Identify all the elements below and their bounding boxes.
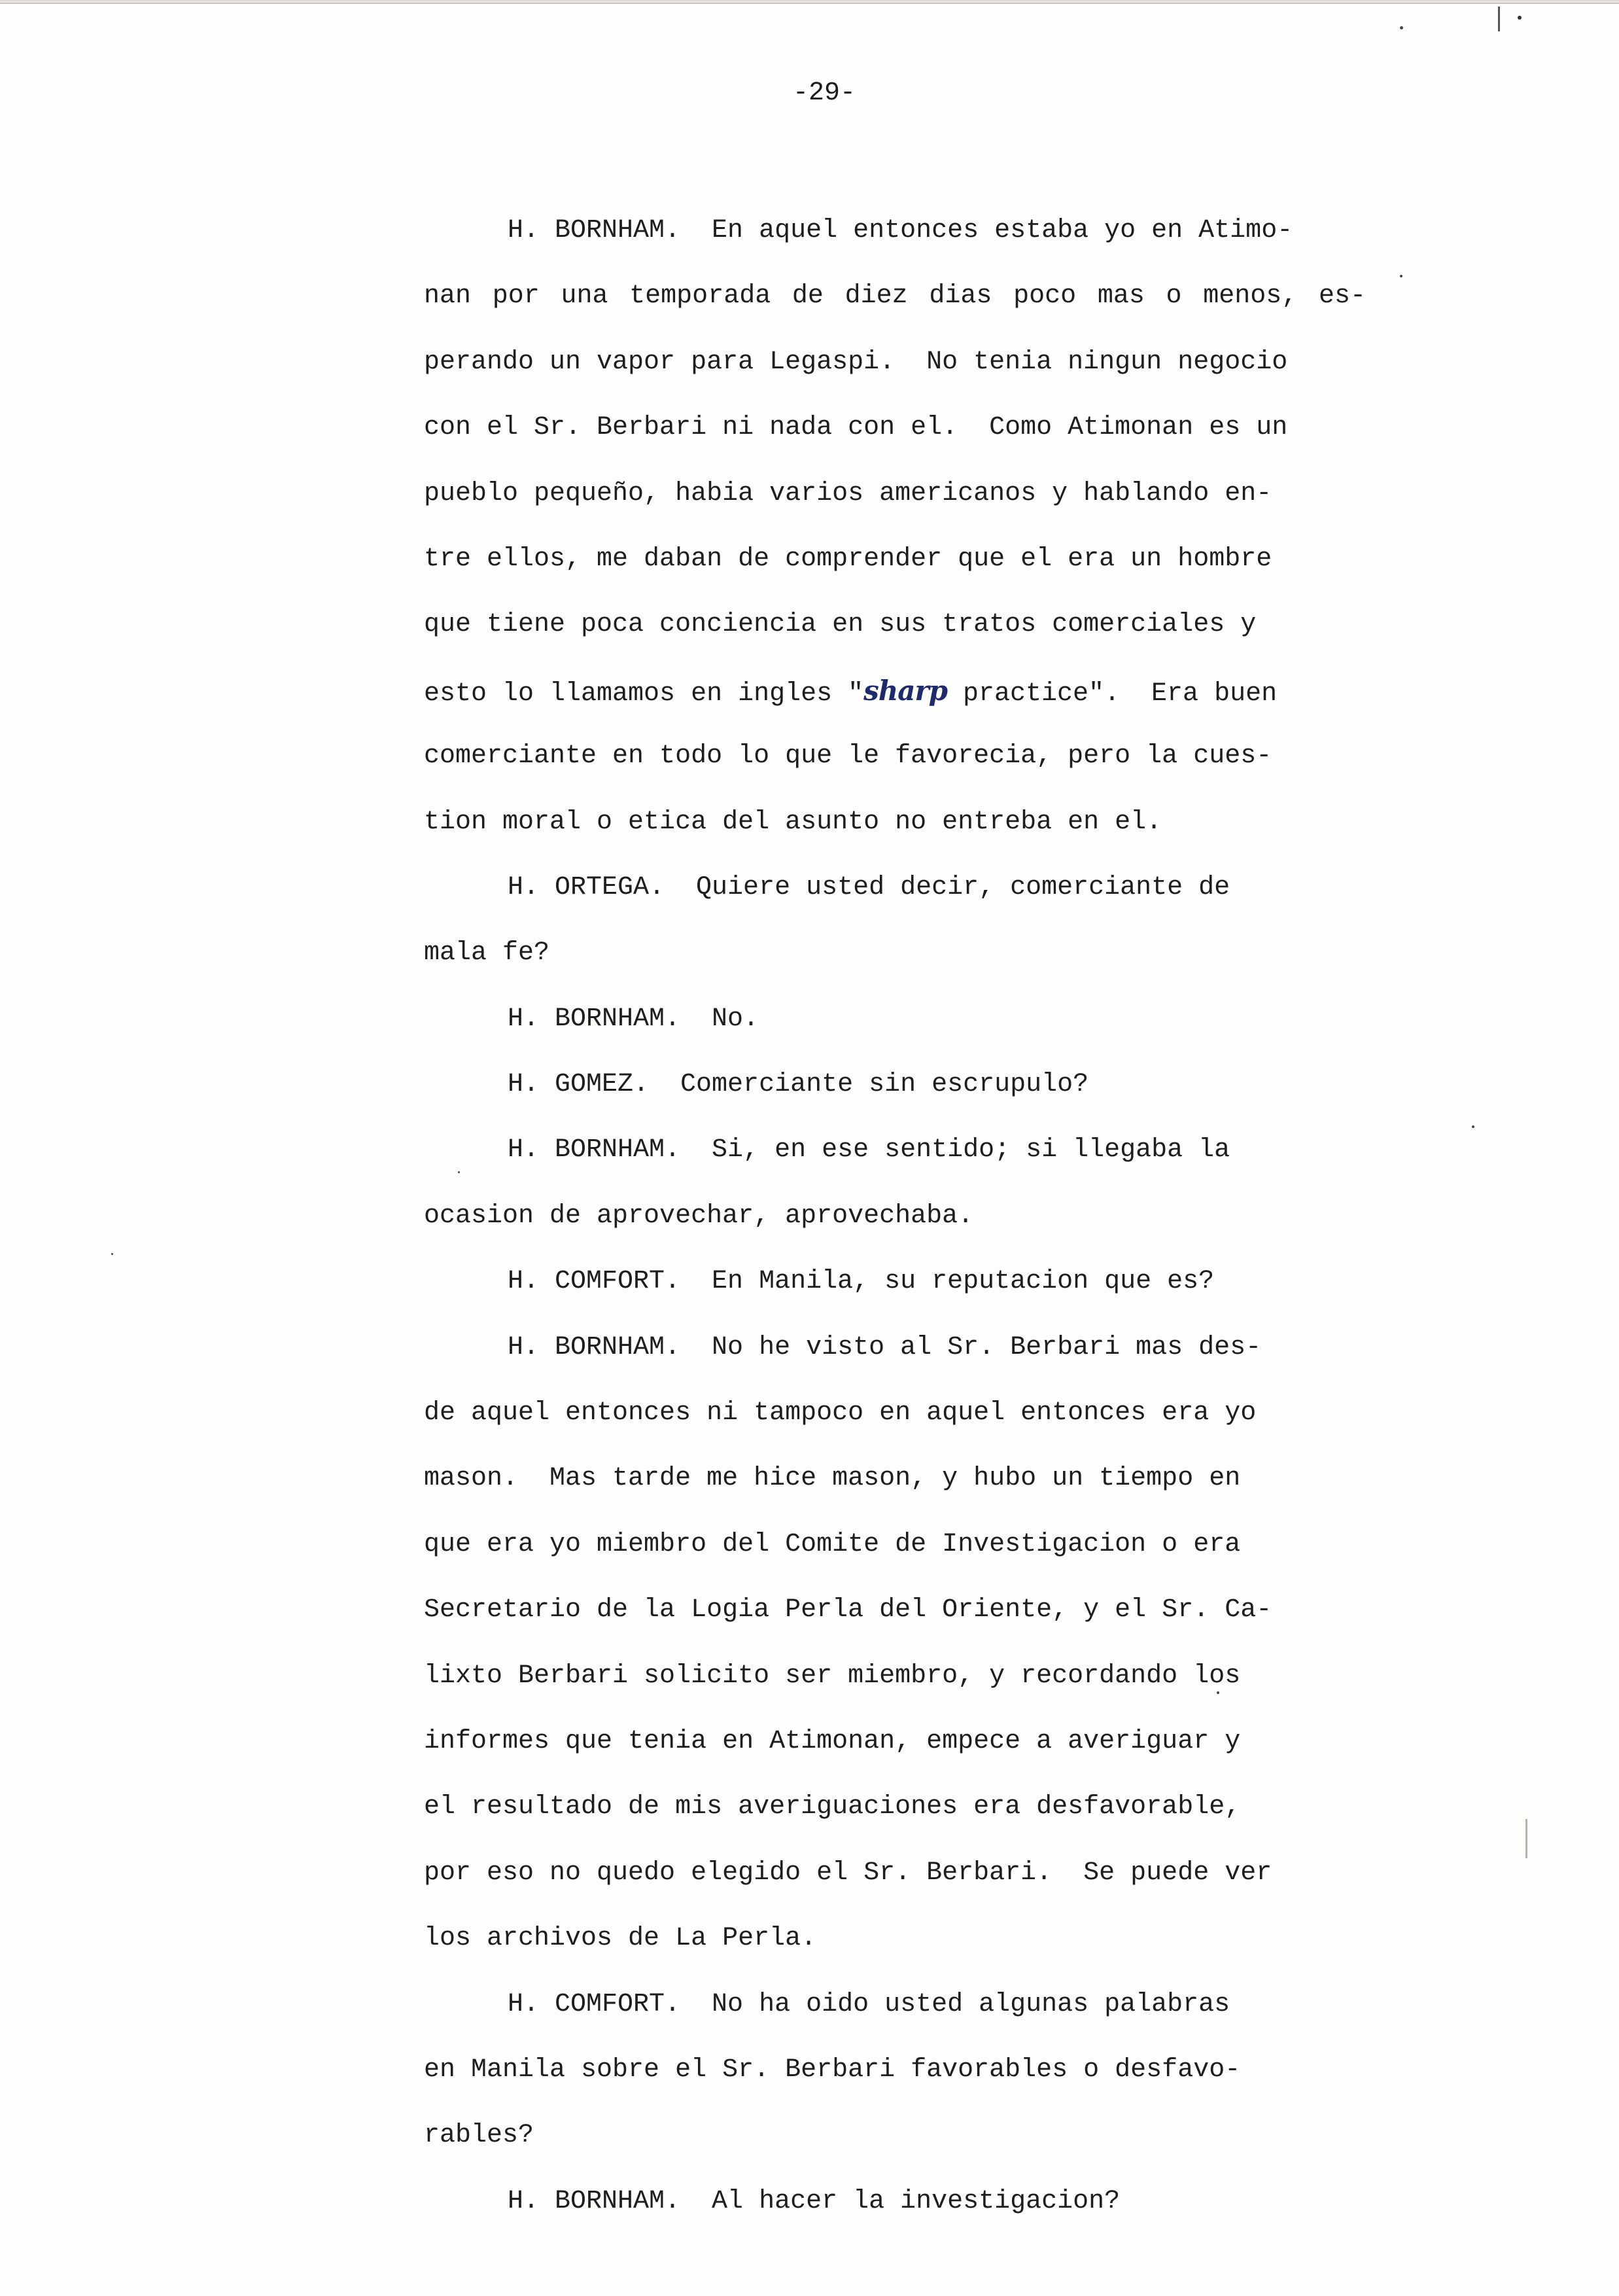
text-line: H. BORNHAM. Si, en ese sentido; si llegaba la	[508, 1135, 1230, 1165]
text-segment: practice". Era buen	[947, 679, 1278, 709]
pencil-mark	[1498, 7, 1500, 31]
page-number: -29-	[792, 79, 856, 108]
paper-speck	[1400, 26, 1403, 29]
text-line: el resultado de mis averiguaciones era desfavorable,	[424, 1792, 1241, 1822]
text-line: informes que tenia en Atimonan, empece a averiguar y	[424, 1726, 1241, 1756]
paper-speck	[1217, 1691, 1219, 1694]
text-line: pueblo pequeño, habia varios americanos y hablando en-	[424, 478, 1272, 508]
margin-crease	[1525, 1819, 1527, 1858]
paper-speck	[458, 1171, 460, 1173]
text-line: perando un vapor para Legaspi. No tenia ningun negocio	[424, 347, 1288, 377]
text-line: H. BORNHAM. En aquel entonces estaba yo en Atimo-	[508, 216, 1293, 245]
paper-speck	[1400, 275, 1402, 277]
page-top-edge-line	[0, 3, 1619, 4]
text-line: en Manila sobre el Sr. Berbari favorables o desfavo-	[424, 2055, 1241, 2085]
text-line: H. BORNHAM. No he visto al Sr. Berbari mas des-	[508, 1332, 1262, 1362]
text-line: ocasion de aprovechar, aprovechaba.	[424, 1201, 974, 1231]
text-line: que era yo miembro del Comite de Investigacion o era	[424, 1529, 1241, 1559]
text-line: por eso no quedo elegido el Sr. Berbari. Se puede ver	[424, 1858, 1272, 1888]
text-line: nan por una temporada de diez dias poco mas o menos, es-	[424, 281, 1366, 311]
text-line: H. GOMEZ. Comerciante sin escrupulo?	[508, 1070, 1089, 1100]
text-line: que tiene poca conciencia en sus tratos comerciales y	[424, 610, 1257, 640]
text-line: H. COMFORT. En Manila, su reputacion que es?	[508, 1267, 1215, 1297]
paper-speck	[111, 1253, 113, 1255]
text-line: Secretario de la Logia Perla del Oriente, y el Sr. Ca-	[424, 1595, 1272, 1625]
handwritten-word: sharp	[863, 674, 947, 707]
text-segment: esto lo llamamos en ingles "	[424, 679, 864, 709]
text-line: de aquel entonces ni tampoco en aquel entonces era yo	[424, 1398, 1257, 1428]
text-line: mason. Mas tarde me hice mason, y hubo un tiempo en	[424, 1464, 1241, 1494]
text-line: comerciante en todo lo que le favorecia, pero la cues-	[424, 741, 1272, 771]
text-line: H. BORNHAM. Al hacer la investigacion?	[508, 2186, 1121, 2216]
text-line: H. ORTEGA. Quiere usted decir, comerciante de	[508, 872, 1230, 902]
text-line: con el Sr. Berbari ni nada con el. Como Atimonan es un	[424, 413, 1288, 443]
text-line: H. COMFORT. No ha oido usted algunas palabras	[508, 1989, 1230, 2019]
text-line-with-handwriting	[424, 658, 1366, 724]
text-line: mala fe?	[424, 938, 550, 968]
paper-speck	[1472, 1125, 1474, 1128]
ink-dot	[1518, 16, 1522, 20]
typed-text-body	[424, 198, 1366, 2234]
text-line: tion moral o etica del asunto no entreba en el.	[424, 807, 1162, 837]
text-line: los archivos de La Perla.	[424, 1924, 817, 1954]
text-line: lixto Berbari solicito ser miembro, y recordando los	[424, 1661, 1241, 1691]
text-line: H. BORNHAM. No.	[508, 1004, 759, 1034]
text-line: rables?	[424, 2121, 534, 2151]
text-line: tre ellos, me daban de comprender que el era un hombre	[424, 544, 1272, 574]
